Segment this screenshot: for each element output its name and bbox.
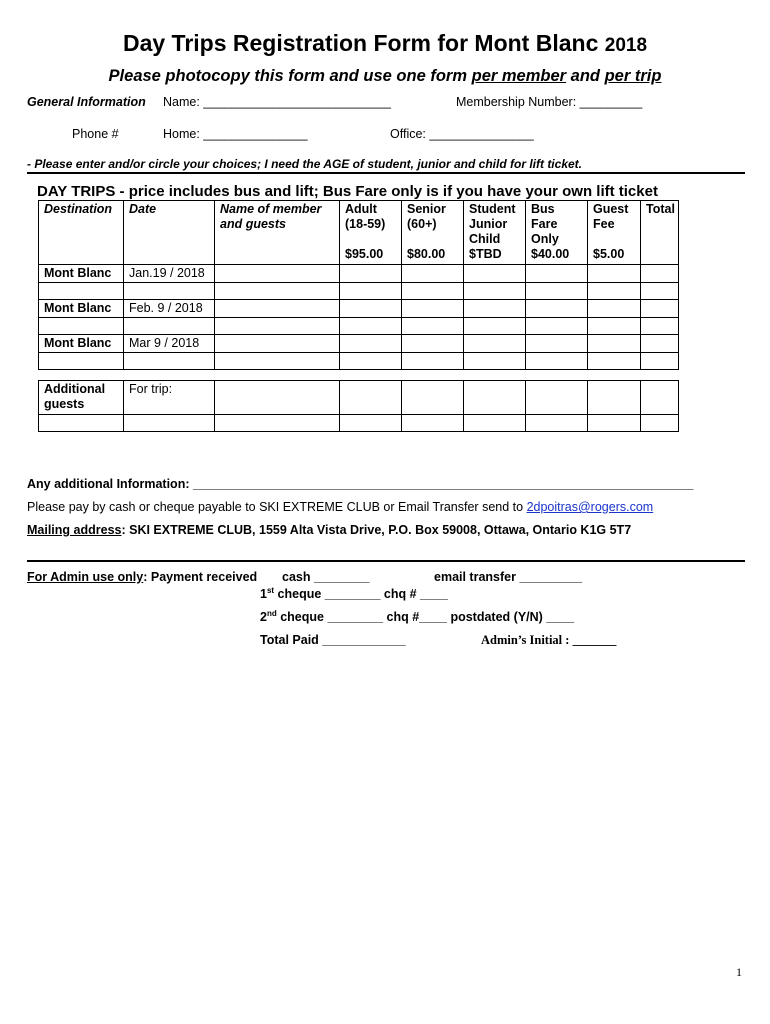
header-member-line: Name of member: [220, 202, 322, 216]
adult-cell[interactable]: [340, 335, 402, 353]
subtitle-per-member: per member: [471, 67, 567, 85]
senior-cell[interactable]: [402, 381, 464, 415]
adult-cell[interactable]: [340, 318, 402, 335]
header-bus: [526, 201, 588, 265]
header-adult-label: Adult: [345, 202, 377, 216]
member-cell[interactable]: [215, 353, 340, 370]
table-row: [39, 353, 679, 370]
student-cell[interactable]: [464, 283, 526, 300]
table-spacer: [39, 370, 679, 381]
header-student-label: Student: [469, 202, 516, 216]
cheque1-number: 1: [260, 587, 267, 602]
title-text: Day Trips Registration Form for Mont Blanc: [122, 30, 599, 56]
bus-cell[interactable]: [526, 335, 588, 353]
header-bus-label: Only: [531, 232, 559, 246]
additional-extra: [39, 415, 124, 432]
bus-cell[interactable]: [526, 353, 588, 370]
adult-cell[interactable]: [340, 415, 402, 432]
total-cell[interactable]: [641, 381, 679, 415]
mailing-address-label: Mailing address: [27, 523, 122, 537]
bus-cell[interactable]: [526, 381, 588, 415]
header-adult: [340, 201, 402, 265]
additional-label-line: guests: [44, 397, 85, 411]
first-cheque-field[interactable]: [260, 586, 448, 601]
additional-label-line: Additional: [44, 382, 106, 396]
table-spacer-row: [39, 370, 679, 381]
table-row: [39, 300, 679, 318]
header-adult-blank: [345, 232, 396, 247]
mailing-address: [27, 523, 631, 537]
total-cell[interactable]: [641, 318, 679, 335]
guest-cell[interactable]: [588, 415, 641, 432]
header-guest-label: Guest: [593, 202, 629, 216]
adult-cell[interactable]: [340, 300, 402, 318]
table-row: [39, 381, 679, 415]
admin-label: For Admin use only: [27, 570, 144, 584]
day-trips-heading: DAY TRIPS - price includes bus and lift; Bus Fare only is if you have your own lift ticket: [37, 183, 658, 200]
bus-cell[interactable]: [526, 265, 588, 283]
trip-date-extra: [124, 353, 215, 370]
trip-destination: Mont Blanc: [39, 300, 124, 318]
phone-label: Phone #: [72, 127, 119, 141]
senior-cell[interactable]: [402, 335, 464, 353]
for-trip-label: For trip:: [124, 381, 215, 415]
general-information-label: General Information: [27, 95, 146, 109]
subtitle-text: Please photocopy this form and use one form: [108, 67, 472, 85]
member-cell[interactable]: [215, 283, 340, 300]
senior-cell[interactable]: [402, 283, 464, 300]
name-field[interactable]: Name: ___________________________: [163, 95, 391, 109]
guest-cell[interactable]: [588, 265, 641, 283]
divider: [27, 172, 745, 174]
trip-date: Feb. 9 / 2018: [124, 300, 215, 318]
adult-cell[interactable]: [340, 265, 402, 283]
senior-cell[interactable]: [402, 415, 464, 432]
header-senior-age: (60+): [407, 217, 437, 231]
bus-cell[interactable]: [526, 300, 588, 318]
cheque2-text: cheque ________ chq #____ postdated (Y/N) ____: [276, 610, 575, 625]
student-cell[interactable]: [464, 335, 526, 353]
adult-cell[interactable]: [340, 381, 402, 415]
payment-instructions: [27, 500, 653, 514]
subtitle: [0, 67, 770, 86]
admin-section: [27, 570, 257, 584]
title-year: 2018: [604, 35, 648, 56]
table-row: [39, 415, 679, 432]
member-cell[interactable]: [215, 415, 340, 432]
registration-table: [38, 200, 679, 432]
mailing-address-text: : SKI EXTREME CLUB, 1559 Alta Vista Drive, P.O. Box 59008, Ottawa, Ontario K1G 5T7: [121, 523, 632, 537]
student-cell[interactable]: [464, 318, 526, 335]
header-bus-price: $40.00: [531, 247, 570, 261]
header-senior-label: Senior: [407, 202, 446, 216]
adult-cell[interactable]: [340, 283, 402, 300]
trip-destination: Mont Blanc: [39, 335, 124, 353]
header-guest: [588, 201, 641, 265]
bus-cell[interactable]: [526, 415, 588, 432]
senior-cell[interactable]: [402, 318, 464, 335]
subtitle-per-trip: per trip: [604, 67, 662, 85]
header-member-line: and guests: [220, 217, 286, 231]
membership-number-field[interactable]: Membership Number: _________: [456, 95, 643, 109]
trip-date: Mar 9 / 2018: [124, 335, 215, 353]
student-cell[interactable]: [464, 381, 526, 415]
senior-cell[interactable]: [402, 265, 464, 283]
guest-cell[interactable]: [588, 381, 641, 415]
guest-cell[interactable]: [588, 300, 641, 318]
total-cell[interactable]: [641, 265, 679, 283]
header-date: Date: [124, 201, 215, 265]
student-cell[interactable]: [464, 265, 526, 283]
header-senior-price: $80.00: [407, 247, 446, 261]
guest-cell[interactable]: [588, 318, 641, 335]
table-header-row: [39, 201, 679, 265]
header-student: [464, 201, 526, 265]
email-transfer-field[interactable]: email transfer _________: [434, 570, 583, 584]
header-guest-blank: [593, 232, 635, 247]
guest-cell[interactable]: [588, 283, 641, 300]
for-trip-extra[interactable]: [124, 415, 215, 432]
trip-destination-extra: [39, 353, 124, 370]
senior-cell[interactable]: [402, 353, 464, 370]
cheque1-suffix: st: [266, 586, 275, 595]
total-cell[interactable]: [641, 335, 679, 353]
member-cell[interactable]: [215, 265, 340, 283]
cheque1-text: cheque ________ chq # ____: [274, 587, 448, 602]
table-row: [39, 283, 679, 300]
header-bus-label: Fare: [531, 217, 558, 231]
total-cell[interactable]: [641, 415, 679, 432]
cash-field[interactable]: cash ________: [282, 570, 370, 584]
payment-text: Please pay by cash or cheque payable to SKI EXTREME CLUB or Email Transfer send to: [27, 500, 527, 514]
divider: [27, 560, 745, 562]
guest-cell[interactable]: [588, 353, 641, 370]
cheque2-suffix: nd: [266, 609, 277, 618]
member-cell[interactable]: [215, 335, 340, 353]
admin-initial-field[interactable]: Admin’s Initial : _______: [481, 633, 617, 647]
adult-cell[interactable]: [340, 353, 402, 370]
total-cell[interactable]: [641, 353, 679, 370]
header-senior: [402, 201, 464, 265]
additional-guests-label: [39, 381, 124, 415]
office-phone-field[interactable]: Office: _______________: [390, 127, 534, 141]
home-phone-field[interactable]: Home: _______________: [163, 127, 308, 141]
second-cheque-field[interactable]: [260, 609, 574, 624]
header-adult-price: $95.00: [345, 247, 384, 261]
header-student-price: $TBD: [469, 247, 502, 261]
page-number: 1: [736, 965, 742, 979]
trip-date-extra: [124, 283, 215, 300]
total-paid-field[interactable]: Total Paid ____________: [260, 633, 406, 647]
student-cell[interactable]: [464, 300, 526, 318]
senior-cell[interactable]: [402, 300, 464, 318]
member-cell[interactable]: [215, 300, 340, 318]
instructions-note: - Please enter and/or circle your choices; I need the AGE of student, junior and child for lift ticket.: [27, 157, 582, 171]
subtitle-and: and: [566, 67, 605, 85]
header-guest-label: Fee: [593, 217, 615, 231]
trip-destination: Mont Blanc: [39, 265, 124, 283]
email-link[interactable]: 2dpoitras@rogers.com: [526, 500, 654, 514]
cheque2-number: 2: [260, 610, 267, 625]
header-bus-label: Bus: [531, 202, 555, 216]
header-guest-price: $5.00: [593, 247, 625, 261]
header-senior-blank: [407, 232, 458, 247]
bus-cell[interactable]: [526, 283, 588, 300]
table-row: [39, 335, 679, 353]
student-cell[interactable]: [464, 415, 526, 432]
payment-received-label: : Payment received: [143, 570, 258, 584]
table-row: [39, 265, 679, 283]
bus-cell[interactable]: [526, 318, 588, 335]
header-member: [215, 201, 340, 265]
total-cell[interactable]: [641, 300, 679, 318]
header-adult-age: (18-59): [345, 217, 386, 231]
header-child-label: Child: [469, 232, 501, 246]
page-title: [0, 30, 770, 57]
trip-destination-extra: [39, 283, 124, 300]
member-cell[interactable]: [215, 318, 340, 335]
header-junior-label: Junior: [469, 217, 508, 231]
student-cell[interactable]: [464, 353, 526, 370]
header-total: Total: [641, 201, 679, 265]
header-destination: Destination: [39, 201, 124, 265]
table-row: [39, 318, 679, 335]
trip-destination-extra: [39, 318, 124, 335]
trip-date: Jan.19 / 2018: [124, 265, 215, 283]
total-cell[interactable]: [641, 283, 679, 300]
guest-cell[interactable]: [588, 335, 641, 353]
member-cell[interactable]: [215, 381, 340, 415]
additional-information-field[interactable]: Any additional Information: ________________________________________________________________________: [27, 477, 694, 491]
trip-date-extra: [124, 318, 215, 335]
